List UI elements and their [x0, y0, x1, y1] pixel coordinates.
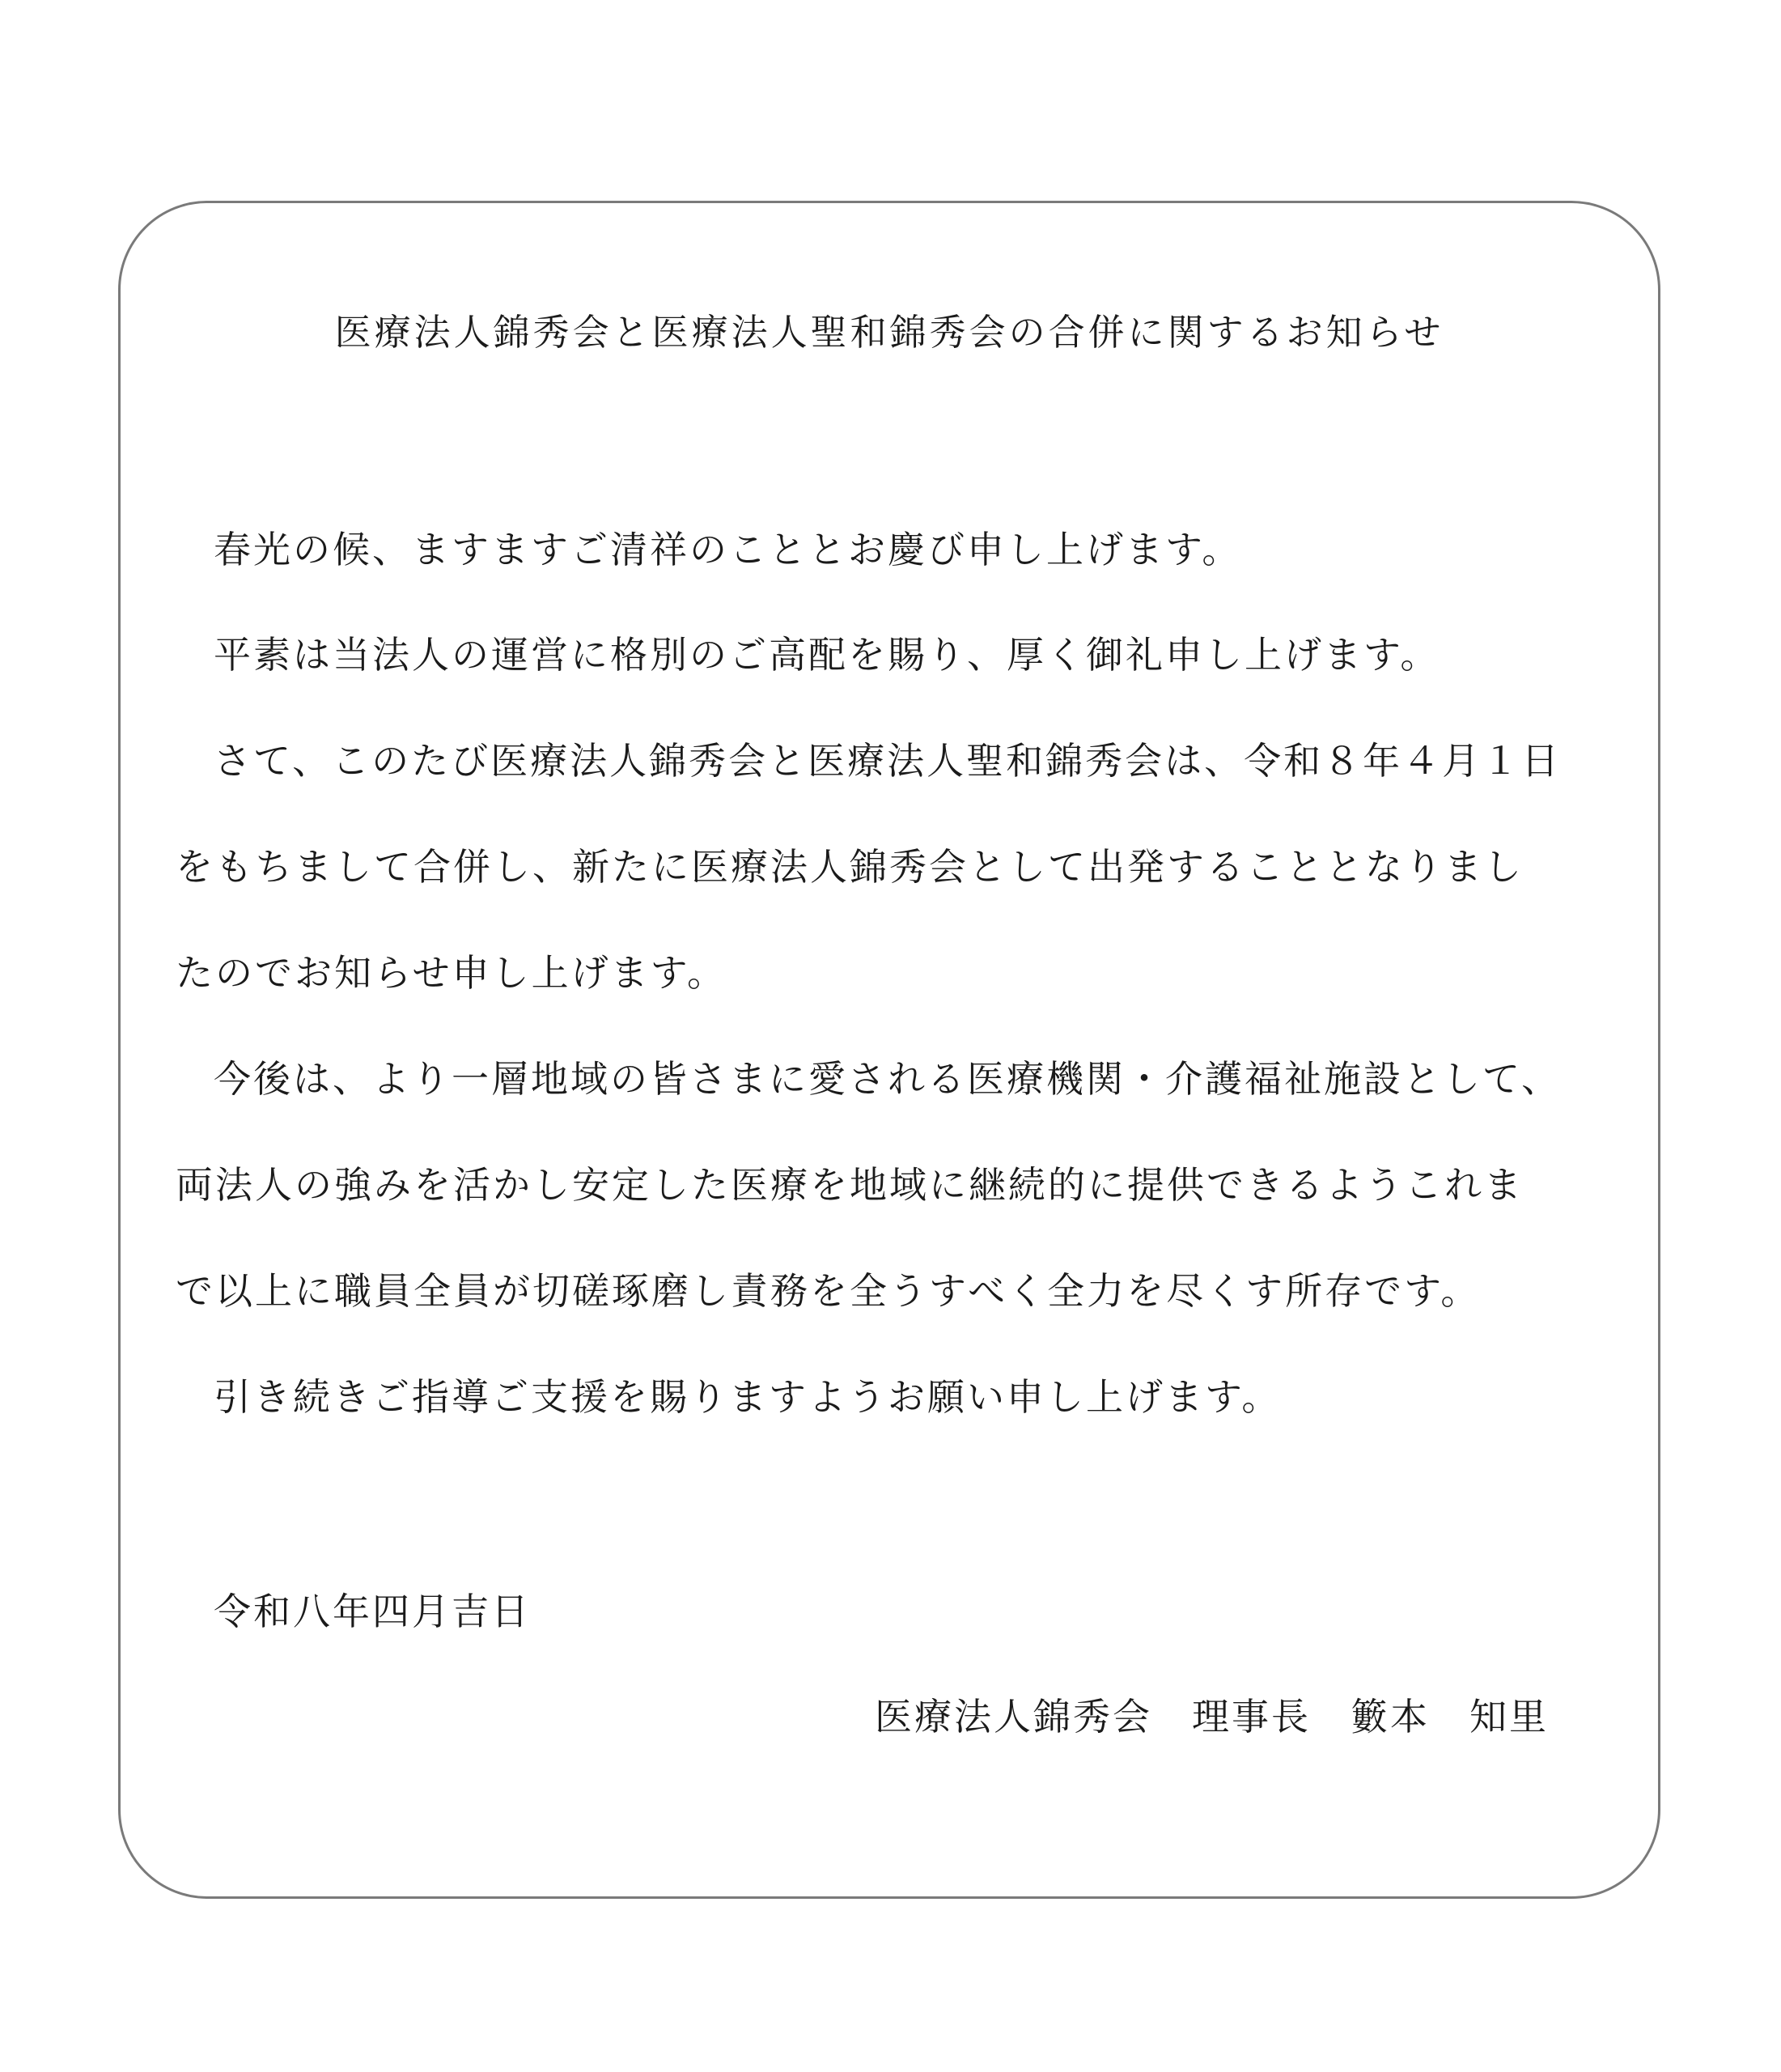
- thanks-line: 平素は当法人の運営に格別のご高配を賜り、厚く御礼申し上げます。: [214, 633, 1440, 677]
- signature: 医療法人錦秀会 理事長 籔本 知里: [875, 1695, 1549, 1739]
- notice-frame: [118, 201, 1660, 1899]
- future-line-2: 両法人の強みを活かし安定した医療を地域に継続的に提供できるようこれま: [176, 1163, 1524, 1207]
- notice-title: 医療法人錦秀会と医療法人聖和錦秀会の合併に関するお知らせ: [334, 311, 1444, 354]
- merger-line-2: をもちまして合併し、新たに医療法人錦秀会として出発することとなりまし: [176, 845, 1524, 889]
- notice-date: 令和八年四月吉日: [214, 1590, 531, 1633]
- future-line-1: 今後は、より一層地域の皆さまに愛される医療機関・介護福祉施設として、: [214, 1057, 1562, 1101]
- merger-line-3: たのでお知らせ申し上げます。: [176, 951, 727, 995]
- future-line-3: で以上に職員全員が切磋琢磨し責務を全うすべく全力を尽くす所存です。: [176, 1269, 1481, 1313]
- greeting-line: 春光の候、ますますご清祥のこととお慶び申し上げます。: [214, 528, 1242, 571]
- closing-line: 引き続きご指導ご支援を賜りますようお願い申し上げます。: [214, 1375, 1282, 1419]
- merger-line-1: さて、このたび医療法人錦秀会と医療法人聖和錦秀会は、令和８年４月１日: [214, 739, 1562, 783]
